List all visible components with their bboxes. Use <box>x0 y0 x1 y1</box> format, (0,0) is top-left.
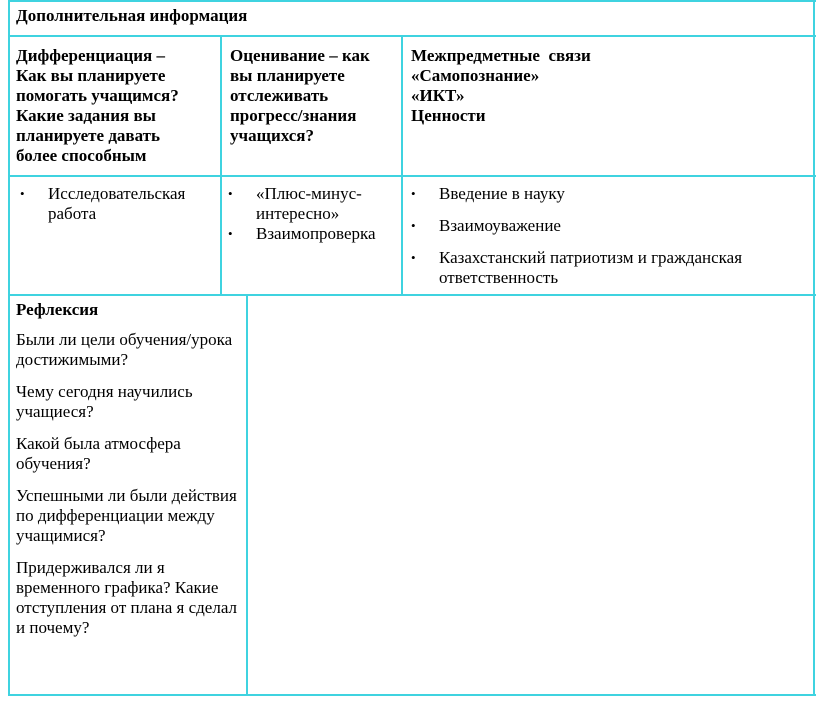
reflection-question: Чему сегодня научились учащиеся? <box>16 382 193 421</box>
list-item-text: Взаимопроверка <box>256 224 376 243</box>
differentiation-header-line: Какие задания вы <box>16 106 156 125</box>
links-header-line: «ИКТ» <box>411 86 465 105</box>
list-item <box>220 184 400 224</box>
list-item-text: Взаимоуважение <box>439 216 561 235</box>
reflection-notes-area <box>248 296 813 694</box>
bullet-icon: • <box>20 186 25 201</box>
differentiation-header-line: более способным <box>16 146 147 165</box>
border-header-bottom <box>8 35 816 37</box>
reflection-question: Какой была атмосфера обучения? <box>16 434 181 473</box>
border-bottom <box>8 694 816 696</box>
differentiation-header <box>16 46 220 166</box>
bullet-icon: • <box>411 186 416 201</box>
list-item <box>403 248 803 288</box>
bullet-icon: • <box>411 218 416 233</box>
assessment-header-line: вы планируете <box>230 66 345 85</box>
border-left <box>8 0 10 696</box>
reflection-question: Успешными ли были действия по дифференциации между учащимися? <box>16 486 237 545</box>
list-item-text: Введение в науку <box>439 184 565 203</box>
differentiation-header-line: помогать учащимся? <box>16 86 179 105</box>
header-title: Дополнительная информация <box>16 6 248 25</box>
bullet-icon: • <box>411 250 416 265</box>
reflection-title: Рефлексия <box>16 300 99 319</box>
differentiation-header-line: Как вы планируете <box>16 66 166 85</box>
reflection-question: Были ли цели обучения/урока достижимыми? <box>16 330 233 369</box>
list-item <box>12 184 218 224</box>
differentiation-header-line: Дифференциация – <box>16 46 165 65</box>
differentiation-content <box>12 184 218 224</box>
bullet-icon: • <box>228 226 233 241</box>
assessment-header <box>230 46 400 146</box>
assessment-header-line: Оценивание – как <box>230 46 370 65</box>
list-item <box>403 216 803 236</box>
links-content <box>403 184 803 288</box>
differentiation-header-line: планируете давать <box>16 126 161 145</box>
reflection-section <box>16 300 242 650</box>
bullet-icon: • <box>228 186 233 201</box>
links-header <box>411 46 811 126</box>
assessment-header-line: прогресс/знания <box>230 106 357 125</box>
assessment-header-line: учащихся? <box>230 126 314 145</box>
assessment-content <box>220 184 400 244</box>
border-columns-bottom <box>8 175 816 177</box>
list-item-text: Казахстанский патриотизм и гражданская ответственность <box>439 248 743 287</box>
links-header-line: «Самопознание» <box>411 66 540 85</box>
assessment-header-line: отслеживать <box>230 86 329 105</box>
list-item <box>403 184 803 204</box>
list-item <box>220 224 400 244</box>
links-header-line: Ценности <box>411 106 486 125</box>
list-item-text: Исследовательская работа <box>48 184 186 223</box>
reflection-question: Придерживался ли я временного графика? Какие отступления от плана я сделал и почему? <box>16 558 237 637</box>
border-col1-right <box>220 35 222 296</box>
links-header-line: Межпредметные связи <box>411 46 591 65</box>
border-top <box>8 0 816 2</box>
border-right <box>813 0 815 696</box>
list-item-text: «Плюс-минус-интересно» <box>256 184 362 223</box>
